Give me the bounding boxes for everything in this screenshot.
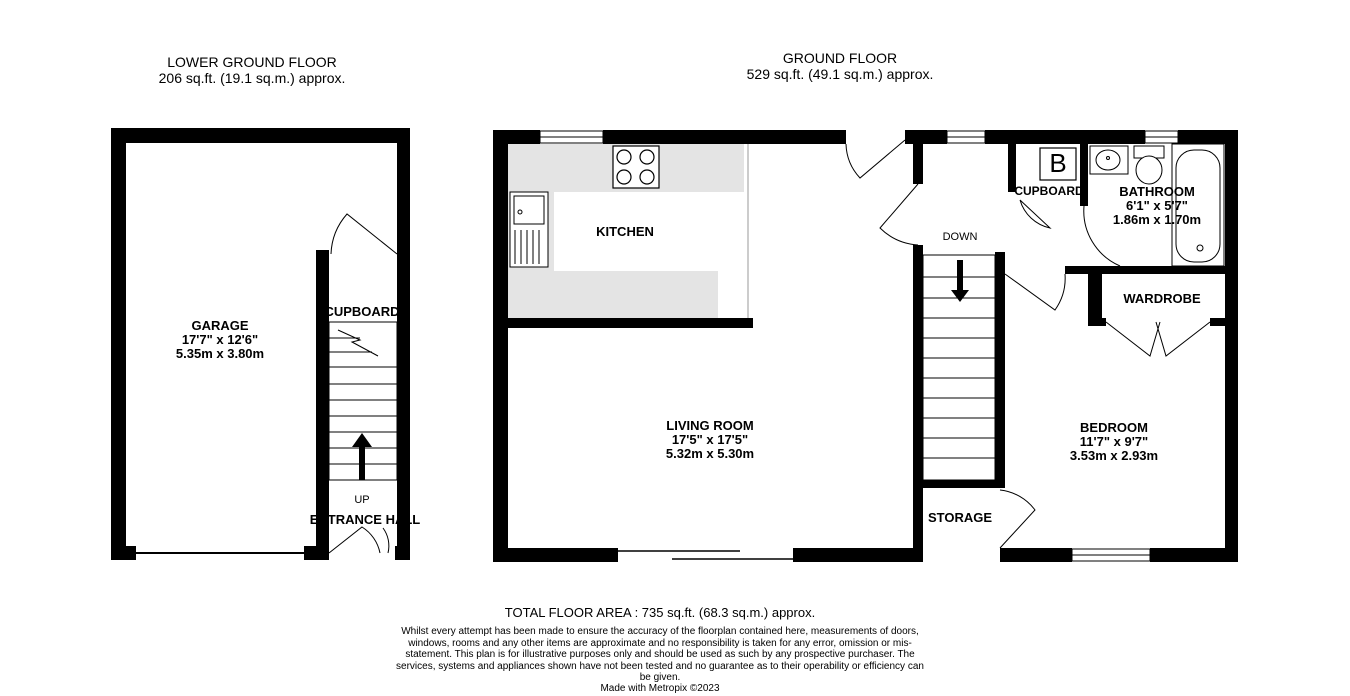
total-floor-area: TOTAL FLOOR AREA : 735 sq.ft. (68.3 sq.m.) approx. xyxy=(504,605,816,620)
lower-floor-name: LOWER GROUND FLOOR xyxy=(167,54,337,70)
wardrobe-doors xyxy=(1106,322,1210,356)
cupboard-door-swing xyxy=(1020,200,1050,228)
front-door-swing xyxy=(846,140,905,178)
garage-imperial: 17'7" x 12'6" xyxy=(181,332,259,347)
kitchen-label: KITCHEN xyxy=(596,224,654,239)
living-room-metric: 5.32m x 5.30m xyxy=(665,446,755,461)
living-room-label xyxy=(666,419,754,461)
sink xyxy=(510,192,548,267)
bathroom-metric: 1.86m x 1.70m xyxy=(1112,212,1202,227)
living-room-name: LIVING ROOM xyxy=(666,418,754,433)
boiler-label: B xyxy=(1049,148,1067,178)
bedroom-imperial: 11'7" x 9'7" xyxy=(1079,434,1149,449)
bathroom-name: BATHROOM xyxy=(1119,184,1195,199)
garage-door-swing xyxy=(331,214,397,254)
living-room-imperial: 17'5" x 17'5" xyxy=(671,432,749,447)
ground-floor-name: GROUND FLOOR xyxy=(782,50,898,66)
up-arrow xyxy=(352,433,372,480)
storage-label: STORAGE xyxy=(927,510,993,525)
entrance-door-swing xyxy=(329,527,380,553)
hob xyxy=(613,146,659,188)
credit: Made with Metropix ©2023 xyxy=(600,683,720,694)
bedroom-label xyxy=(1070,421,1158,463)
garage-name: GARAGE xyxy=(191,318,249,333)
storage-door-swing xyxy=(1000,490,1035,548)
disclaimer: Whilst every attempt has been made to ensure the accuracy of the floorplan contained here, measurements of doors, windows, rooms and any other items are approximate and no responsibility is taken for any error, omission or mis-statement. This plan is for illustrative purposes only and should be used as such by any prospective purchaser. The services, systems and appliances shown have not been tested and no guarantee as to their operability or efficiency can be given. xyxy=(396,626,924,683)
garage-label xyxy=(176,319,264,361)
bedroom-door-swing xyxy=(1005,274,1065,310)
garage-metric: 5.35m x 3.80m xyxy=(175,346,265,361)
cupboard-upper-label: CUPBOARD xyxy=(1014,184,1084,198)
sliding-door xyxy=(618,551,793,559)
bedroom-name: BEDROOM xyxy=(1080,420,1148,435)
cupboard-lower-label: CUPBOARD xyxy=(324,304,400,319)
lower-floor-title xyxy=(159,54,346,86)
bathroom-label xyxy=(1113,185,1201,227)
hall-door-swing xyxy=(880,184,918,245)
ground-floor-area: 529 sq.ft. (49.1 sq.m.) approx. xyxy=(746,66,934,82)
lower-floor-area: 206 sq.ft. (19.1 sq.m.) approx. xyxy=(158,70,346,86)
wardrobe-label: WARDROBE xyxy=(1123,291,1201,306)
up-label: UP xyxy=(354,494,370,506)
down-arrow xyxy=(951,260,969,302)
down-label: DOWN xyxy=(942,231,978,243)
entrance-hall-label: ENTRANCE HALL xyxy=(309,512,421,527)
bedroom-metric: 3.53m x 2.93m xyxy=(1069,448,1159,463)
ground-floor-title xyxy=(747,50,934,82)
entrance-door-swing-2 xyxy=(383,528,389,553)
bathroom-imperial: 6'1" x 5'7" xyxy=(1126,198,1188,213)
